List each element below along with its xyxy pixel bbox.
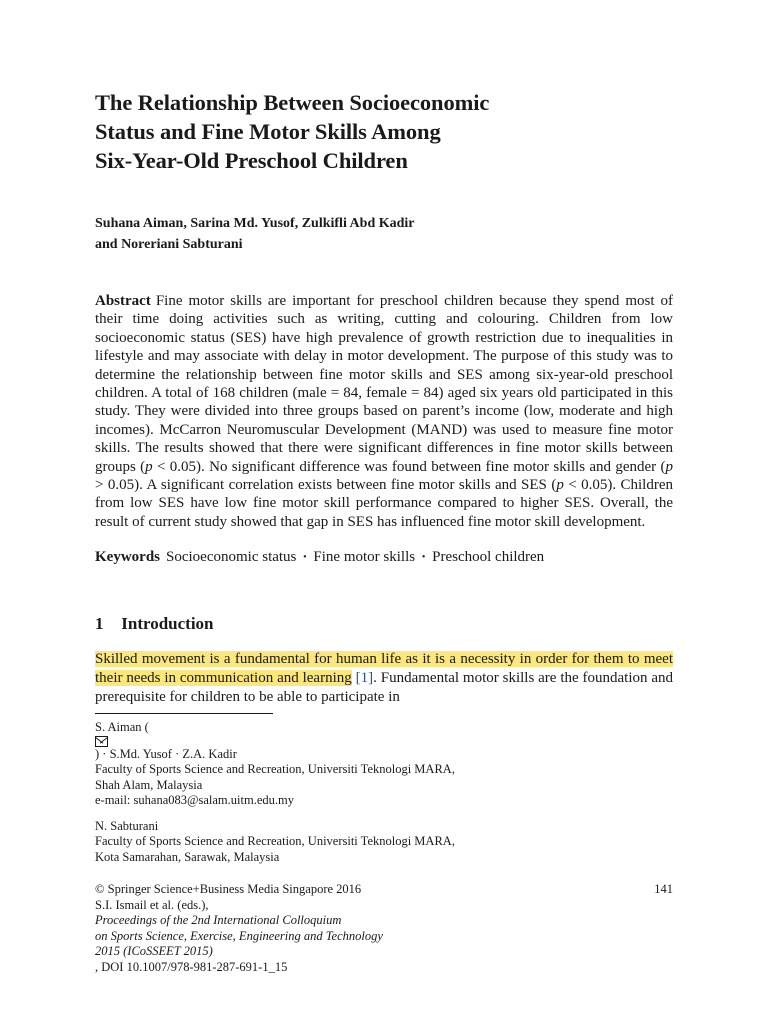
editors-text: S.I. Ismail et al. (eds.), <box>95 897 209 912</box>
intro-paragraph <box>95 650 673 707</box>
affiliation-line: Shah Alam, Malaysia <box>95 777 203 792</box>
proceedings-title: 2015 (ICoSSEET 2015) <box>95 944 213 959</box>
author-line: Suhana Aiman, Sarina Md. Yusof, Zulkifli Abd Kadir <box>95 216 415 231</box>
copyright-line: © Springer Science+Business Media Singapore 2016 <box>95 882 362 897</box>
affiliation-author-text: S. Aiman ( <box>95 720 149 735</box>
section-heading <box>95 614 673 634</box>
p-value-symbol: p <box>556 477 564 494</box>
title-line: Status and Fine Motor Skills Among <box>95 119 441 144</box>
citation-line <box>95 898 673 929</box>
doi-text: , DOI 10.1007/978-981-287-691-1_15 <box>95 959 288 974</box>
paper-page <box>95 88 673 975</box>
abstract-label: Abstract <box>95 293 151 309</box>
abstract-text: Fine motor skills are important for preschool children because they spend most of their time doing activities such as writing, cutting and colouring. Children from low socioeconomic status (SES) have high prevalence of growth restriction due to inequalities in lifestyle and may associate with delay in motor development. The purpose of this study was to determine the relationship between fine motor skills and SES among six-year-old preschool children. A total of 168 children (male = 84, female = 84) aged six years old participated in this study. They were divided into three groups based on parent’s income (low, moderate and high incomes). McCarron Neuromuscular Development (MAND) was used to measure fine motor skills. The results showed that there were significant differences in fine motor skills between groups ( <box>95 293 673 475</box>
highlighted-text: Skilled movement is a fundamental for human life as it is a necessity in order for them to meet their needs in communication and learning <box>95 651 673 687</box>
keyword: Fine motor skills <box>313 549 416 566</box>
keyword-separator: · <box>421 549 427 566</box>
affiliation-authors <box>95 720 673 762</box>
publication-footer <box>95 882 673 975</box>
affiliation-email: e-mail: suhana083@salam.uitm.edu.my <box>95 793 294 808</box>
affiliation-line: N. Sabturani <box>95 818 159 833</box>
affiliation-line: Faculty of Sports Science and Recreation, Universiti Teknologi MARA, <box>95 762 455 777</box>
affiliation-block-1 <box>95 720 673 809</box>
keywords-label: Keywords <box>95 549 160 566</box>
section-number: 1 <box>95 614 104 634</box>
section-title: Introduction <box>121 614 214 634</box>
citation-link[interactable]: [1] <box>355 670 374 687</box>
proceedings-title: Proceedings of the 2nd International Colloquium <box>95 913 342 928</box>
author-line: and Noreriani Sabturani <box>95 237 243 252</box>
affiliation-block-2 <box>95 819 673 866</box>
page-number: 141 <box>654 882 673 897</box>
abstract <box>95 292 673 531</box>
proceedings-title: on Sports Science, Exercise, Engineering and Technology <box>95 928 383 943</box>
affiliation-line: Faculty of Sports Science and Recreation, Universiti Teknologi MARA, <box>95 834 455 849</box>
intro-text: . Fundamental motor skills are the foundation and prerequisite for children to be able to participate in <box>95 670 674 706</box>
citation-line <box>95 944 673 975</box>
abstract-text: > 0.05). A significant correlation exists between fine motor skills and SES ( <box>95 477 557 494</box>
author-list <box>95 213 673 255</box>
p-value-symbol: p <box>665 458 673 475</box>
keyword-separator: · <box>302 549 308 566</box>
abstract-text: < 0.05). Children from low SES have low fine motor skill performance compared to higher SES. Overall, the result of current study showed that gap in SES has influenced fine motor skill development. <box>95 477 673 530</box>
keyword: Preschool children <box>432 549 545 566</box>
keyword: Socioeconomic status <box>166 549 297 566</box>
keywords <box>95 548 673 566</box>
footnote-divider <box>95 713 273 714</box>
affiliation-author-text: ) · S.Md. Yusof · Z.A. Kadir <box>95 746 237 761</box>
envelope-icon <box>95 736 108 747</box>
abstract-text: < 0.05). No significant difference was found between fine motor skills and gender ( <box>152 458 666 475</box>
title-line: Six-Year-Old Preschool Children <box>95 148 408 173</box>
paper-title <box>95 88 673 175</box>
affiliation-line: Kota Samarahan, Sarawak, Malaysia <box>95 849 280 864</box>
title-line: The Relationship Between Socioeconomic <box>95 90 490 115</box>
p-value-symbol: p <box>145 458 153 475</box>
